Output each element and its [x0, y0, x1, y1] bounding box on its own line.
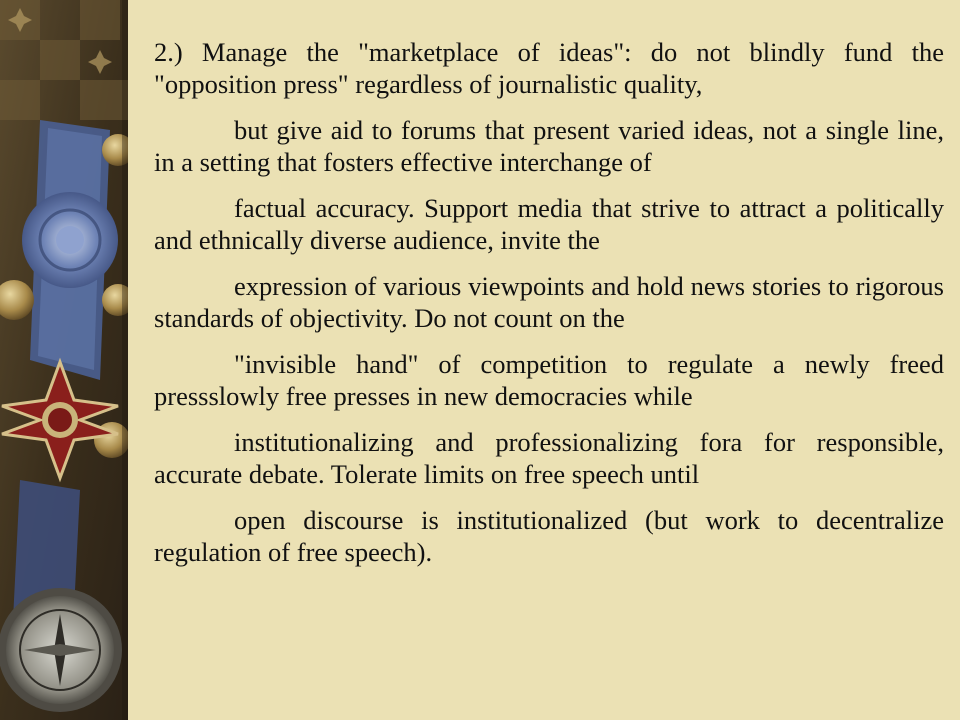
paragraph-3: factual accuracy. Support media that strive to attract a politically and ethnically diverse audience, invite the [154, 193, 944, 255]
collage-image [0, 0, 128, 720]
paragraph-2: but give aid to forums that present varied ideas, not a single line, in a setting that fosters effective interchange of [154, 115, 944, 177]
paragraph-1: 2.) Manage the "marketplace of ideas": do not blindly fund the "opposition press" regardless of journalistic quality, [154, 37, 944, 99]
paragraph-5: "invisible hand" of competition to regulate a newly freed pressslowly free presses in new democracies while [154, 349, 944, 411]
paragraph-4: expression of various viewpoints and hold news stories to rigorous standards of objectivity. Do not count on the [154, 271, 944, 333]
decorative-image-strip [0, 0, 128, 720]
paragraph-7: open discourse is institutionalized (but work to decentralize regulation of free speech). [154, 505, 944, 567]
compass-icon [0, 588, 122, 712]
paragraph-6: institutionalizing and professionalizing fora for responsible, accurate debate. Tolerate limits on free speech until [154, 427, 944, 489]
slide-body-text [154, 36, 944, 582]
